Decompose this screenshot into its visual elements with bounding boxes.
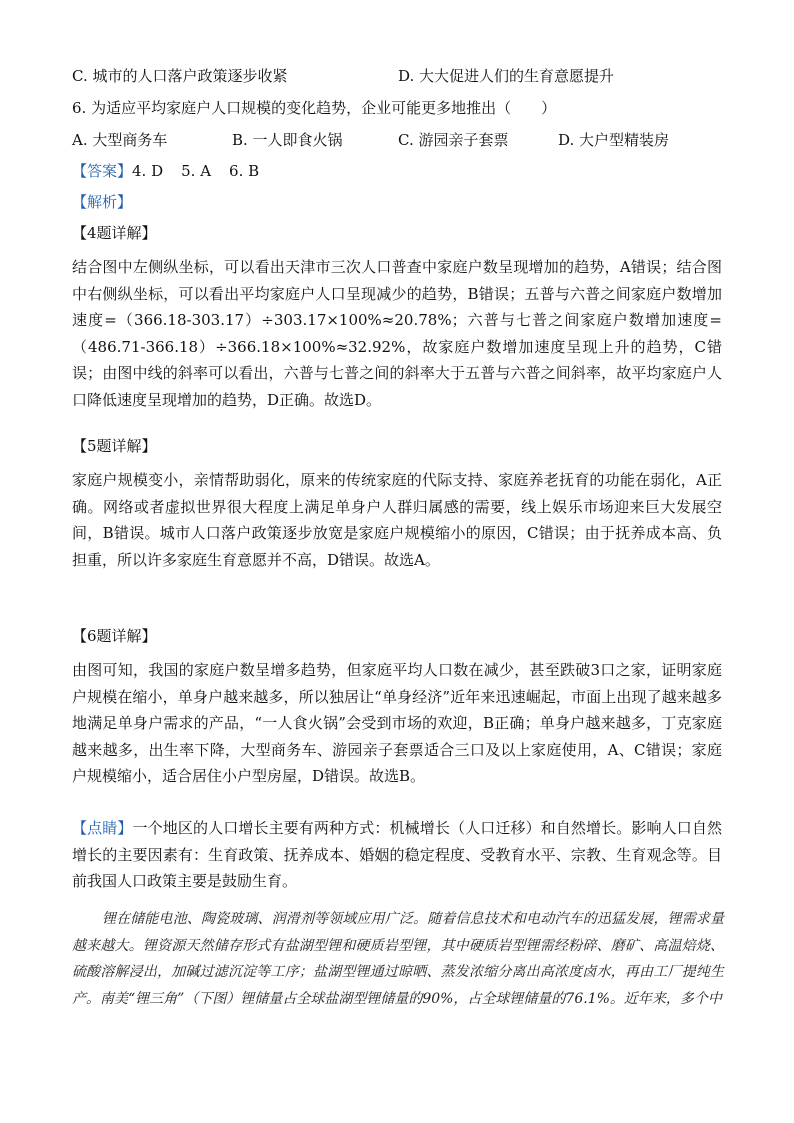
pointer-paragraph (72, 815, 722, 895)
answer-line (72, 161, 259, 181)
q5-option-d: D. 大大促进人们的生育意愿提升 (398, 67, 615, 85)
q4-detail-tag: 【4题详解】 (72, 224, 157, 242)
analysis-tag: 【解析】 (72, 193, 133, 211)
answer-6: 6. B (229, 162, 260, 180)
q6-option-d: D. 大户型精装房 (558, 131, 670, 149)
q4-detail-text: 结合图中左侧纵坐标，可以看出天津市三次人口普查中家庭户数呈现增加的趋势，A错误；结合图中右侧纵坐标，可以看出平均家庭户人口呈现减少的趋势，B错误；五普与六普之间家庭户数增加速度=（366.18-303.17）÷303.17×100%≈20.78%；六普与七普之间家庭户数增加速度=（486.71-366.18）÷366.18×100%≈32.92%，故家庭户数增加速度呈现上升的趋势，C错误；由图中线的斜率可以看出，六普与七普之间的斜率大于五普与六普之间斜率，故平均家庭户人口降低速度呈现增加的趋势，D正确。故选D。 (72, 258, 722, 409)
answer-5: 5. A (181, 162, 212, 180)
q5-detail-tag: 【5题详解】 (72, 437, 157, 455)
lithium-passage: 锂在储能电池、陶瓷玻璃、润滑剂等领域应用广泛。随着信息技术和电动汽车的迅猛发展，锂需求量越来越大。锂资源天然储存形式有盐湖型锂和硬质岩型锂，其中硬质岩型锂需经粉碎、磨矿、高温焙烧、硫酸溶解浸出，加碱过滤沉淀等工序；盐湖型锂通过晾晒、蒸发浓缩分离出高浓度卤水，再由工厂提纯生产。南美“锂三角”（下图）锂储量占全球盐湖型锂储量的90%，占全球锂储量的76.1%。近年来，多个中 (72, 911, 724, 1007)
q6-detail-text: 由图可知，我国的家庭户数呈增多趋势，但家庭平均人口数在减少，甚至跌破3口之家，证明家庭户规模在缩小，单身户越来越多，所以独居让“单身经济”近年来迅速崛起，市面上出现了越来越多地满足单身户需求的产品，“一人食火锅”会受到市场的欢迎，B正确；单身户越来越多，丁克家庭越来越多，出生率下降，大型商务车、游园亲子套票适合三口及以上家庭使用，A、C错误；家庭户规模缩小，适合居住小户型房屋，D错误。故选B。 (72, 661, 722, 785)
pointer-text: 一个地区的人口增长主要有两种方式：机械增长（人口迁移）和自然增长。影响人口自然增长的主要因素有：生育政策、抚养成本、婚姻的稳定程度、受教育水平、宗教、生育观念等。目前我国人口政策主要是鼓励生育。 (72, 819, 722, 890)
q6-detail-tag: 【6题详解】 (72, 627, 157, 645)
q6-option-a: A. 大型商务车 (72, 131, 168, 149)
q6-option-b: B. 一人即食火锅 (232, 131, 343, 149)
q5-detail-text: 家庭户规模变小，亲情帮助弱化，原来的传统家庭的代际支持、家庭养老抚育的功能在弱化，A正确。网络或者虚拟世界很大程度上满足单身户人群归属感的需要，线上娱乐市场迎来巨大发展空间，B错误。城市人口落户政策逐步放宽是家庭户规模缩小的原因，C错误；由于抚养成本高、负担重，所以许多家庭生育意愿并不高，D错误。故选A。 (72, 471, 722, 569)
answer-tag: 【答案】 (72, 162, 133, 180)
q6-option-c: C. 游园亲子套票 (398, 131, 509, 149)
q6-stem: 6. 为适应平均家庭户人口规模的变化趋势，企业可能更多地推出（ ） (72, 99, 557, 117)
answer-4: 4. D (132, 162, 164, 180)
pointer-tag: 【点睛】 (72, 819, 133, 837)
q5-option-c: C. 城市的人口落户政策逐步收紧 (72, 67, 288, 85)
